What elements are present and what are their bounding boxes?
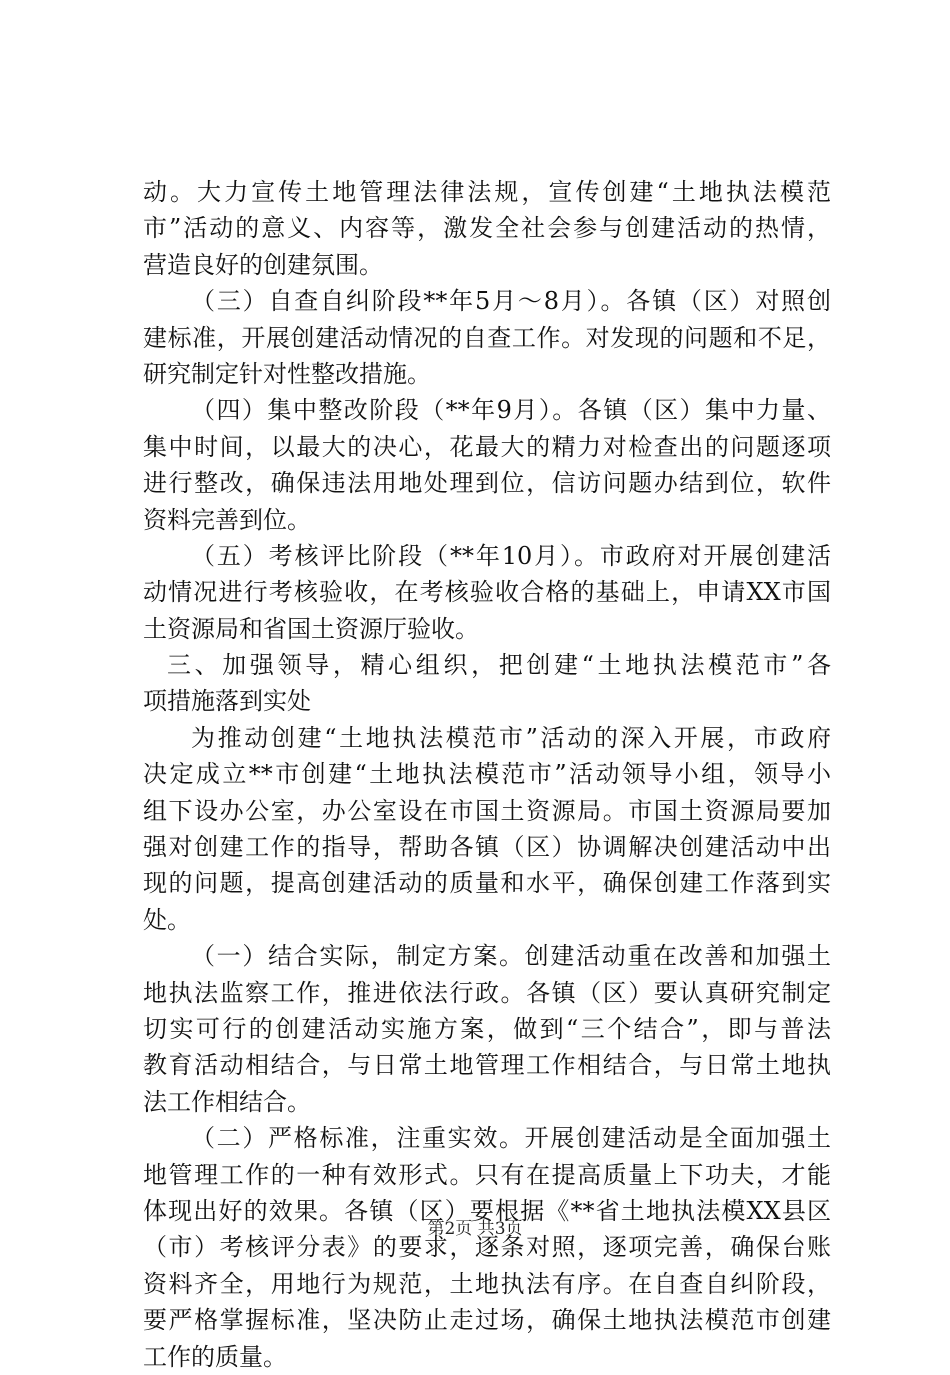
text-line: 切实可行的创建活动实施方案，做到“三个结合”，即与普法 [143, 1014, 831, 1043]
section-heading-five: （五）考核评比阶段（**年10月）。市政府对开展创建活 [191, 541, 831, 570]
text-line: 资料完善到位。 [143, 505, 311, 534]
text-line: 现的问题，提高创建活动的质量和水平，确保创建工作落到实 [143, 869, 831, 898]
section-heading-three: （三）自查自纠阶段**年5月～8月）。各镇（区）对照创 [191, 287, 831, 316]
text-line: 地管理工作的一种有效形式。只有在提高质量上下功夫，才能 [143, 1160, 831, 1189]
text-line: 市”活动的意义、内容等，激发全社会参与创建活动的热情， [143, 214, 831, 243]
text-line: 项措施落到实处 [143, 687, 311, 716]
text-line: （市）考核评分表》的要求，逐条对照，逐项完善，确保台账 [143, 1233, 831, 1262]
text-line: 地执法监察工作，推进依法行政。各镇（区）要认真研究制定 [143, 978, 831, 1007]
text-line: 资料齐全，用地行为规范，土地执法有序。在自查自纠阶段， [143, 1269, 831, 1298]
text-line: 研究制定针对性整改措施。 [143, 359, 431, 388]
text-line: 组下设办公室，办公室设在市国土资源局。市国土资源局要加 [143, 796, 831, 825]
text-line: 体现出好的效果。各镇（区）要根据《**省土地执法模XX县区 [143, 1196, 831, 1225]
text-line: 集中时间，以最大的决心，花最大的精力对检查出的问题逐项 [143, 432, 831, 461]
text-line: 决定成立**市创建“土地执法模范市”活动领导小组，领导小 [143, 760, 831, 789]
text-line: 营造良好的创建氛围。 [143, 250, 383, 279]
text-line: 动。大力宣传土地管理法律法规，宣传创建“土地执法模范 [143, 178, 831, 206]
paragraph-first-line: 为推动创建“土地执法模范市”活动的深入开展，市政府 [191, 723, 831, 752]
text-line: 进行整改，确保违法用地处理到位，信访问题办结到位，软件 [143, 469, 831, 498]
document-body [143, 174, 831, 1375]
section-heading-two: （二）严格标准，注重实效。开展创建活动是全面加强土 [191, 1124, 831, 1153]
text-line: 要严格掌握标准，坚决防止走过场，确保土地执法模范市创建 [143, 1306, 831, 1335]
section-heading-one: （一）结合实际，制定方案。创建活动重在改善和加强土 [191, 942, 831, 971]
text-line: 教育活动相结合，与日常土地管理工作相结合，与日常土地执 [143, 1051, 831, 1080]
text-line: 建标准，开展创建活动情况的自查工作。对发现的问题和不足， [143, 323, 831, 352]
section-heading-four: （四）集中整改阶段（**年9月）。各镇（区）集中力量、 [191, 396, 831, 425]
text-line: 土资源局和省国土资源厅验收。 [143, 614, 479, 643]
text-line: 处。 [143, 905, 191, 934]
text-line: 法工作相结合。 [143, 1087, 311, 1116]
text-line: 强对创建工作的指导，帮助各镇（区）协调解决创建活动中出 [143, 833, 831, 862]
major-heading-three: 三、加强领导，精心组织，把创建“土地执法模范市”各 [167, 651, 831, 680]
page-number-footer: 第2页 共3页 [427, 1219, 523, 1239]
text-line: 工作的质量。 [143, 1342, 287, 1371]
text-line: 动情况进行考核验收，在考核验收合格的基础上，申请XX市国 [143, 578, 831, 607]
